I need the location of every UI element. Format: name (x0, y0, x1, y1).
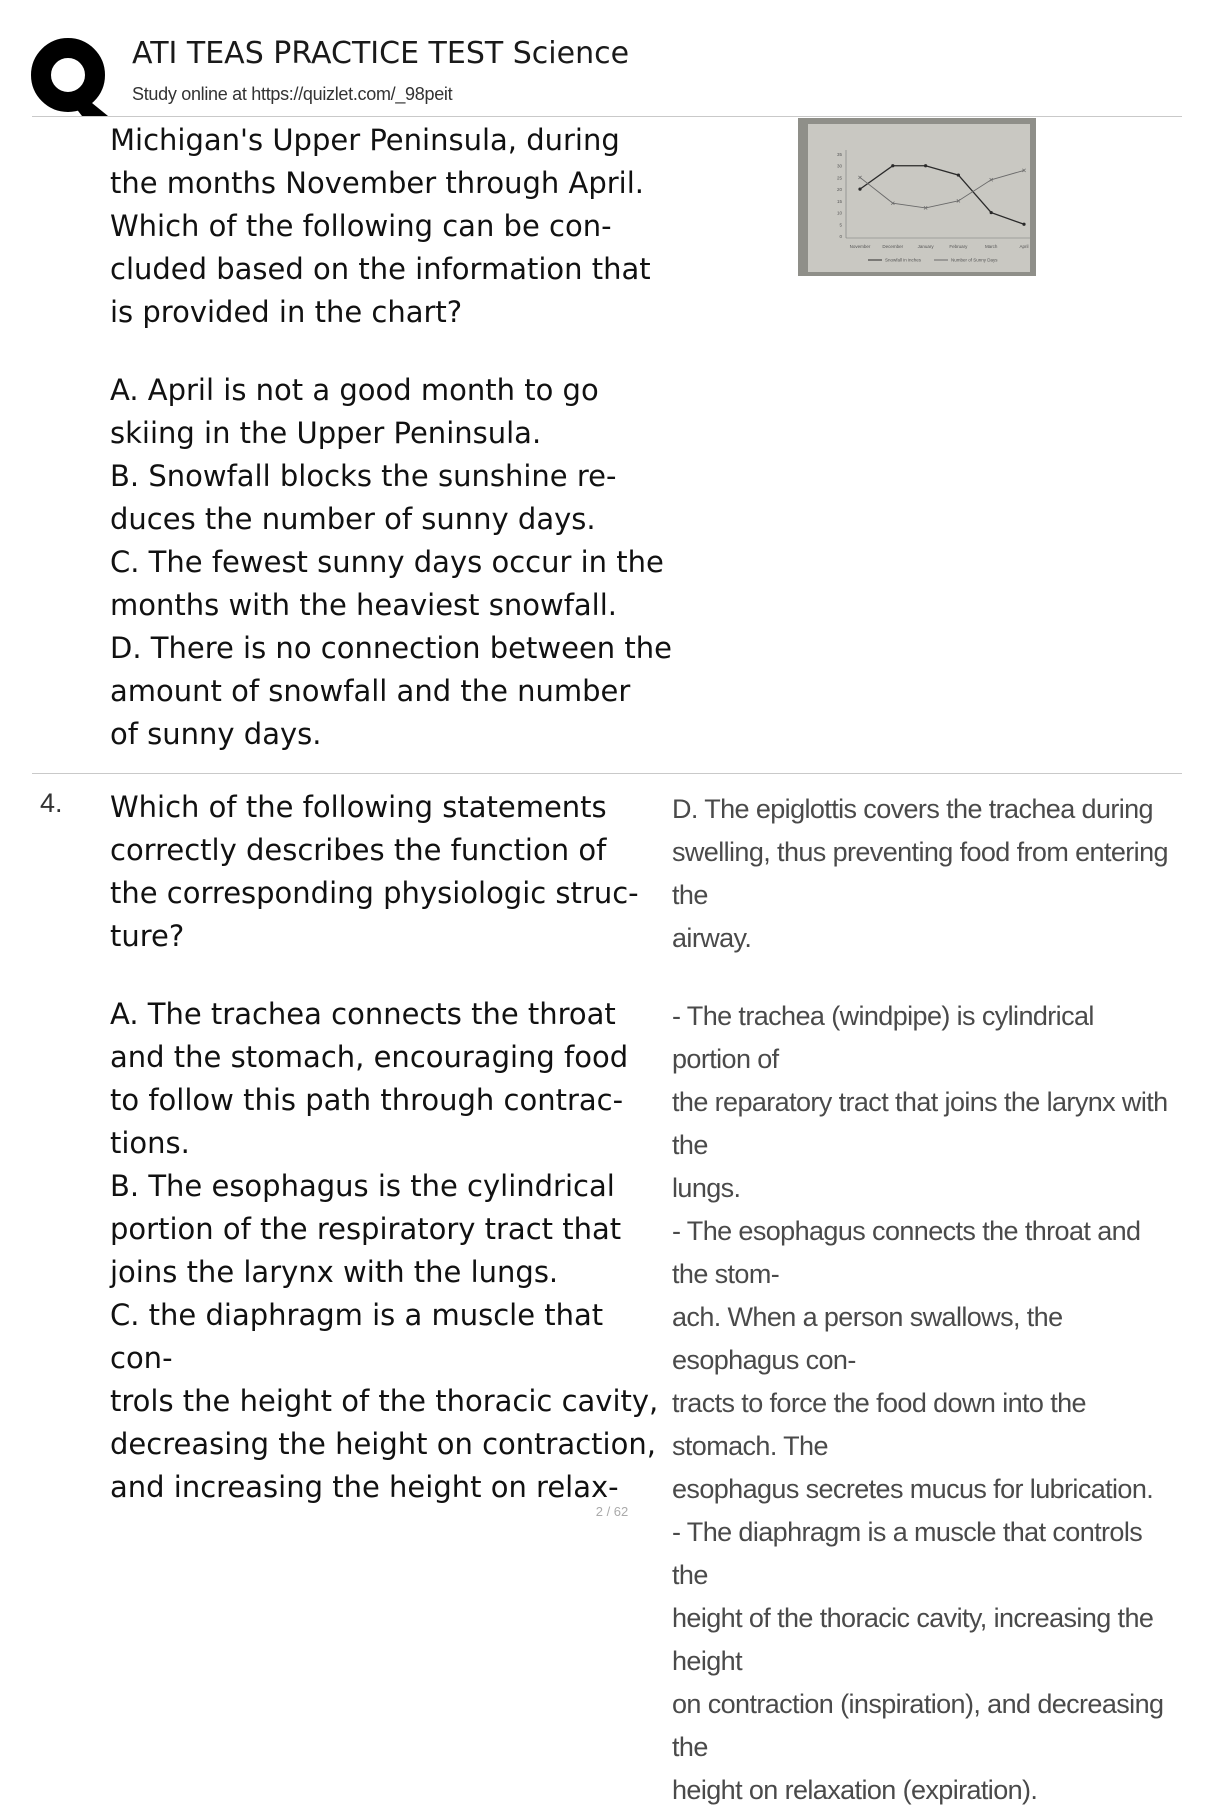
option-line: B. Snowfall blocks the sunshine re- (110, 459, 617, 493)
y-tick-label: 10 (836, 210, 842, 216)
question-line: correctly describes the function of (110, 833, 607, 867)
option-line: A. April is not a good month to go (110, 373, 599, 407)
option-line: tions. (110, 1126, 190, 1160)
option-line: to follow this path through contrac- (110, 1083, 624, 1117)
option-line: trols the height of the thoracic cavity, (110, 1384, 659, 1418)
explanation-line: esophagus secretes mucus for lubrication. (672, 1474, 1154, 1504)
option-line: B. The esophagus is the cylindrical (110, 1169, 615, 1203)
explanation-line: height of the thoracic cavity, increasing the height (672, 1603, 1154, 1676)
x-tick-label: December (882, 244, 904, 249)
explanation-line: - The esophagus connects the throat and the stom- (672, 1216, 1141, 1289)
option-line: months with the heaviest snowfall. (110, 588, 618, 622)
study-link[interactable]: Study online at https://quizlet.com/_98peit (132, 84, 453, 104)
question-line: the corresponding physiologic struc- (110, 876, 639, 910)
option-line: A. The trachea connects the throat (110, 997, 616, 1031)
series-point (990, 211, 993, 214)
answer-explanation (672, 788, 1172, 1812)
answer-line: D. The epiglottis covers the trachea during (672, 794, 1153, 824)
series-point (957, 173, 960, 176)
question-number: 4. (40, 788, 63, 818)
explanation-line: on contraction (inspiration), and decreasing the (672, 1689, 1164, 1762)
option-line: decreasing the height on contraction, (110, 1427, 656, 1461)
option-line: and the stomach, encouraging food (110, 1040, 629, 1074)
explanation-line: - The trachea (windpipe) is cylindrical portion of (672, 1001, 1094, 1074)
y-tick-label: 15 (836, 198, 842, 204)
question-line: Which of the following can be con- (110, 209, 612, 243)
option-line: amount of snowfall and the number (110, 674, 631, 708)
question-line: is provided in the chart? (110, 295, 463, 329)
question-line: Which of the following statements (110, 790, 607, 824)
option-line: and increasing the height on relax- (110, 1470, 619, 1504)
series-point (858, 188, 861, 191)
y-tick-label: 0 (839, 234, 842, 239)
question-line: ture? (110, 919, 185, 953)
x-tick-label: January (917, 244, 934, 249)
option-line: C. the diaphragm is a muscle that con- (110, 1298, 604, 1375)
option-line: D. There is no connection between the (110, 631, 672, 665)
series-point (924, 164, 927, 167)
x-tick-label: April (1019, 244, 1029, 249)
explanation-line: ach. When a person swallows, the esophagus con- (672, 1302, 1063, 1375)
page-title: ATI TEAS PRACTICE TEST Science (132, 36, 630, 71)
explanation-line: lungs. (672, 1173, 741, 1203)
series-point (1022, 223, 1025, 226)
y-tick-label: 5 (839, 222, 842, 228)
explanation-line: height on relaxation (expiration). (672, 1775, 1038, 1805)
page-number: 2 / 62 (595, 1504, 629, 1519)
answer-line: airway. (672, 923, 752, 953)
x-tick-label: March (984, 244, 998, 249)
explanation-line: the reparatory tract that joins the larynx with the (672, 1087, 1168, 1160)
option-line: of sunny days. (110, 717, 322, 751)
question-line: the months November through April. (110, 166, 645, 200)
question-line: Michigan's Upper Peninsula, during (110, 123, 620, 157)
question-line: cluded based on the information that (110, 252, 651, 286)
answer-line: swelling, thus preventing food from entering the (672, 837, 1168, 910)
y-tick-label: 20 (836, 187, 842, 193)
snowfall-sunny-days-chart (798, 118, 1036, 276)
question-3-continued (110, 119, 680, 756)
explanation-line: tracts to force the food down into the stomach. The (672, 1388, 1086, 1461)
y-tick-label: 30 (836, 163, 842, 169)
option-line: joins the larynx with the lungs. (110, 1255, 559, 1289)
y-tick-label: 35 (836, 152, 842, 157)
y-tick-label: 25 (836, 175, 842, 181)
explanation-line: - The diaphragm is a muscle that controls the (672, 1517, 1143, 1590)
legend-label: Snowfall in inches (885, 257, 922, 263)
legend-label: Number of Sunny Days (951, 257, 998, 263)
header-divider (32, 116, 1182, 117)
page-header (30, 32, 1190, 116)
series-point (891, 164, 894, 167)
option-line: skiing in the Upper Peninsula. (110, 416, 542, 450)
x-tick-label: November (849, 244, 871, 249)
x-tick-label: February (949, 244, 968, 249)
option-line: C. The fewest sunny days occur in the (110, 545, 664, 579)
option-line: portion of the respiratory tract that (110, 1212, 622, 1246)
question-divider (32, 773, 1182, 774)
question-4 (110, 786, 670, 1509)
option-line: duces the number of sunny days. (110, 502, 596, 536)
quizlet-logo-icon (30, 36, 110, 116)
